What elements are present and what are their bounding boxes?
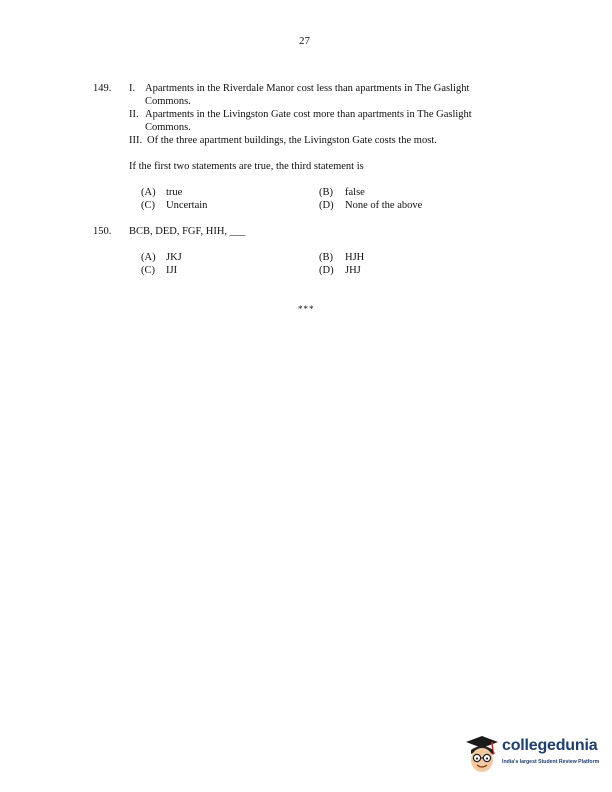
option-c-text: Uncertain bbox=[166, 200, 208, 211]
student-mascot-icon bbox=[462, 732, 502, 778]
statement-3-roman: III. bbox=[129, 135, 143, 146]
option-d-text: None of the above bbox=[345, 200, 423, 211]
statement-1-line-1: Apartments in the Riverdale Manor cost less than apartments in The Gaslight bbox=[145, 83, 470, 94]
option-b-label: (B) bbox=[319, 187, 333, 198]
question-stem: If the first two statements are true, the third statement is bbox=[129, 161, 364, 172]
option-d-label: (D) bbox=[319, 200, 334, 211]
statement-2-line-2: Commons. bbox=[145, 122, 191, 133]
question-number: 150. bbox=[93, 226, 112, 237]
option-d-label: (D) bbox=[319, 265, 334, 276]
question-stem: BCB, DED, FGF, HIH, ___ bbox=[129, 226, 246, 237]
statement-3-line-1: Of the three apartment buildings, the Livingston Gate costs the most. bbox=[147, 135, 437, 146]
statement-1-roman: I. bbox=[129, 83, 136, 94]
option-a-text: true bbox=[166, 187, 183, 198]
statement-2-line-1: Apartments in the Livingston Gate cost more than apartments in The Gaslight bbox=[145, 109, 472, 120]
option-c-label: (C) bbox=[141, 200, 155, 211]
page-number: 27 bbox=[299, 35, 310, 47]
collegedunia-logo bbox=[462, 732, 608, 780]
statement-1-line-2: Commons. bbox=[145, 96, 191, 107]
option-b-text: false bbox=[345, 187, 365, 198]
option-a-label: (A) bbox=[141, 187, 156, 198]
logo-wordmark: collegedunia bbox=[502, 737, 598, 754]
option-b-label: (B) bbox=[319, 252, 333, 263]
logo-tagline: India's largest Student Review Platform bbox=[502, 759, 600, 765]
question-number: 149. bbox=[93, 83, 112, 94]
option-c-text: IJI bbox=[166, 265, 178, 276]
option-d-text: JHJ bbox=[345, 265, 361, 276]
statement-2-roman: II. bbox=[129, 109, 139, 120]
option-b-text: HJH bbox=[345, 252, 365, 263]
end-marker: *** bbox=[298, 304, 315, 314]
option-c-label: (C) bbox=[141, 265, 155, 276]
option-a-text: JKJ bbox=[166, 252, 182, 263]
option-a-label: (A) bbox=[141, 252, 156, 263]
